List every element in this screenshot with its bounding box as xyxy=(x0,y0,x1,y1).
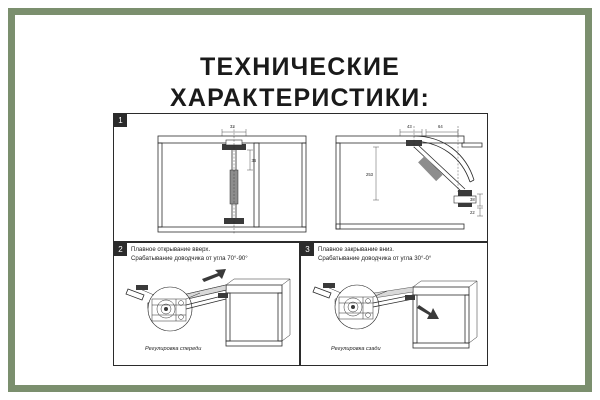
svg-text:64: 64 xyxy=(438,124,443,129)
panel-1 xyxy=(113,113,488,242)
svg-text:38: 38 xyxy=(470,197,475,202)
panel-2-caption-line-2: Срабатывание доводчика от угла 70°-90° xyxy=(131,254,248,262)
page-title-line-1: ТЕХНИЧЕСКИЕ xyxy=(199,53,401,81)
panel-2-note: Регулировка спереди xyxy=(145,346,202,352)
panel-3-caption-line-2: Срабатывание доводчика от угла 30°-0° xyxy=(318,254,432,262)
panel-3-number: 3 xyxy=(301,243,314,256)
svg-text:32: 32 xyxy=(230,124,235,129)
panel-1-number: 1 xyxy=(114,114,127,127)
panel-2-caption xyxy=(131,246,295,264)
svg-text:36: 36 xyxy=(251,158,257,163)
page-title-line-2: ХАРАКТЕРИСТИКИ: xyxy=(170,83,430,112)
diagram-panels xyxy=(113,113,488,366)
svg-text:43: 43 xyxy=(407,124,412,129)
panel-2-caption-line-1: Плавное открывание вверх. xyxy=(131,246,211,253)
svg-text:22: 22 xyxy=(470,210,475,215)
panel-3-caption-line-1: Плавное закрывание вниз. xyxy=(318,246,394,253)
panel-2 xyxy=(113,242,300,366)
panel-3-caption xyxy=(318,246,483,264)
panel-1-drawing xyxy=(114,114,489,243)
panel-3 xyxy=(300,242,488,366)
svg-text:253: 253 xyxy=(366,172,373,177)
panel-2-number: 2 xyxy=(114,243,127,256)
page-title xyxy=(0,52,600,113)
panel-3-note: Регулировка сзади xyxy=(331,346,381,352)
